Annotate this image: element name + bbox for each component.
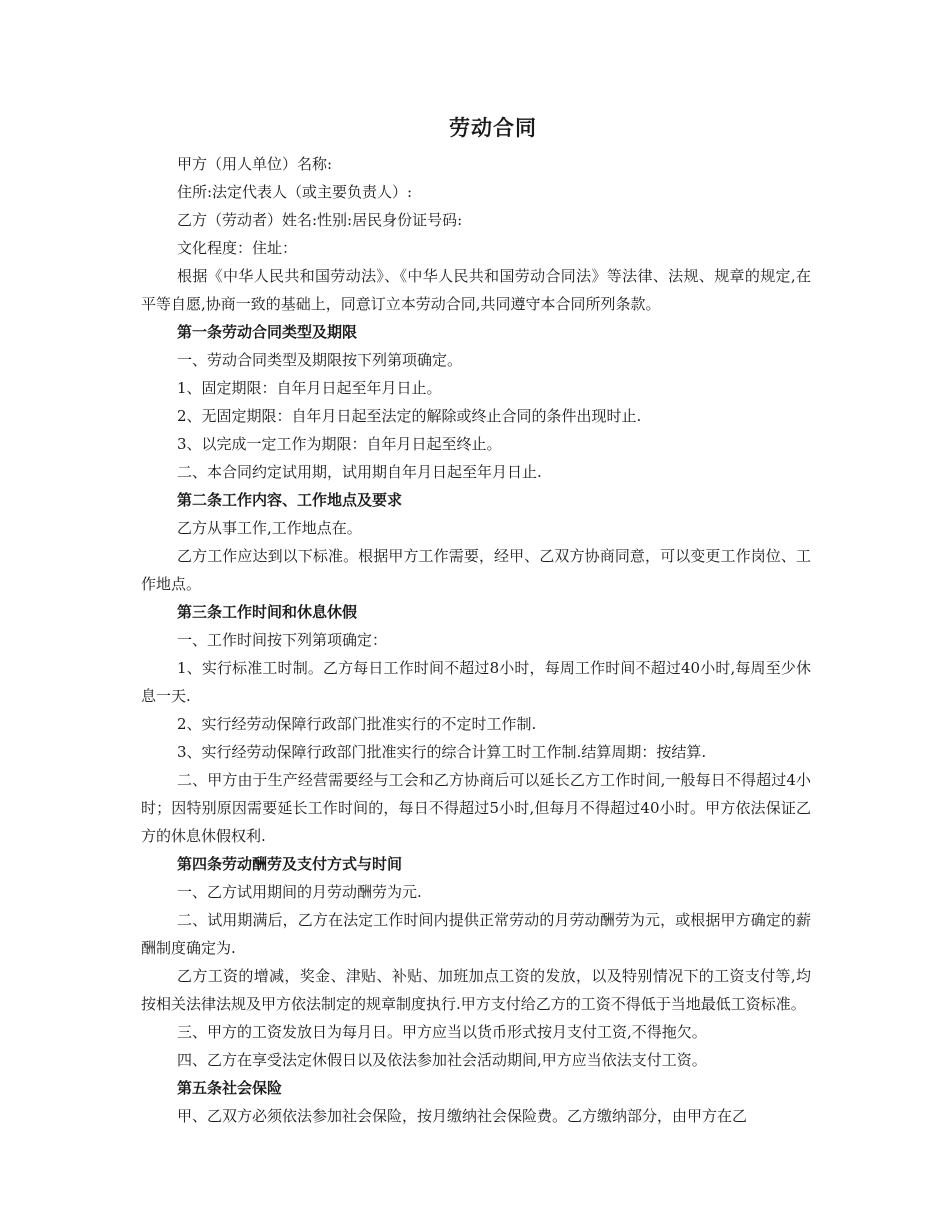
paragraph: 2、无固定期限：自年月日起至法定的解除或终止合同的条件出现时止. [177, 407, 642, 425]
paragraph: 一、工作时间按下列第项确定： [177, 631, 388, 649]
paragraph: 乙方工作应达到以下标准。根据甲方工作需要，经甲、乙双方协商同意，可以变更工作岗位、工作地点。 [141, 547, 811, 593]
paragraph: 1、固定期限：自年月日起至年月日止。 [177, 379, 442, 397]
section-heading: 第五条社会保险 [177, 1079, 283, 1097]
section-heading: 第三条工作时间和休息休假 [177, 603, 358, 621]
document-title: 劳动合同 [449, 116, 537, 140]
paragraph: 2、实行经劳动保障行政部门批准实行的不定时工作制. [177, 715, 537, 733]
section-heading: 第一条劳动合同类型及期限 [177, 323, 358, 341]
paragraph: 二、试用期满后，乙方在法定工作时间内提供正常劳动的月劳动酬劳为元，或根据甲方确定的薪酬制度确定为. [141, 911, 811, 957]
paragraph: 乙方从事工作,工作地点在。 [177, 519, 362, 537]
paragraph: 一、乙方试用期间的月劳动酬劳为元. [177, 883, 422, 901]
paragraph: 三、甲方的工资发放日为每月日。甲方应当以货币形式按月支付工资,不得拖欠。 [177, 1023, 707, 1041]
paragraph: 四、乙方在享受法定休假日以及依法参加社会活动期间,甲方应当依法支付工资。 [177, 1051, 707, 1069]
section-heading: 第四条劳动酬劳及支付方式与时间 [177, 855, 403, 873]
paragraph: 3、以完成一定工作为期限：自年月日起至终止。 [177, 435, 502, 453]
section-heading: 第二条工作内容、工作地点及要求 [177, 491, 403, 509]
paragraph: 甲、乙双方必须依法参加社会保险，按月缴纳社会保险费。乙方缴纳部分，由甲方在乙 [177, 1107, 748, 1125]
paragraph: 1、实行标准工时制。乙方每日工作时间不超过8小时，每周工作时间不超过40小时,每周至少休息一天. [141, 659, 811, 705]
document-body [141, 150, 811, 1130]
paragraph: 乙方（劳动者）姓名:性别:居民身份证号码: [177, 211, 463, 229]
paragraph: 二、甲方由于生产经营需要经与工会和乙方协商后可以延长乙方工作时间,一般每日不得超过4小时；因特别原因需要延长工作时间的，每日不得超过5小时,但每月不得超过40小时。甲方依法保证乙方的休息休假权利. [141, 771, 811, 845]
paragraph: 3、实行经劳动保障行政部门批准实行的综合计算工时工作制.结算周期：按结算. [177, 743, 707, 761]
paragraph: 住所:法定代表人（或主要负责人）: [177, 183, 413, 201]
paragraph: 根据《中华人民共和国劳动法》、《中华人民共和国劳动合同法》等法律、法规、规章的规定,在平等自愿,协商一致的基础上，同意订立本劳动合同,共同遵守本合同所列条款。 [141, 267, 811, 313]
paragraph: 甲方（用人单位）名称: [177, 155, 333, 173]
paragraph: 一、劳动合同类型及期限按下列第项确定。 [177, 351, 463, 369]
paragraph: 乙方工资的增减，奖金、津贴、补贴、加班加点工资的发放，以及特别情况下的工资支付等,均按相关法律法规及甲方依法制定的规章制度执行.甲方支付给乙方的工资不得低于当地最低工资标准。 [141, 967, 811, 1013]
paragraph: 文化程度：住址： [177, 239, 298, 257]
paragraph: 二、本合同约定试用期，试用期自年月日起至年月日止. [177, 463, 542, 481]
